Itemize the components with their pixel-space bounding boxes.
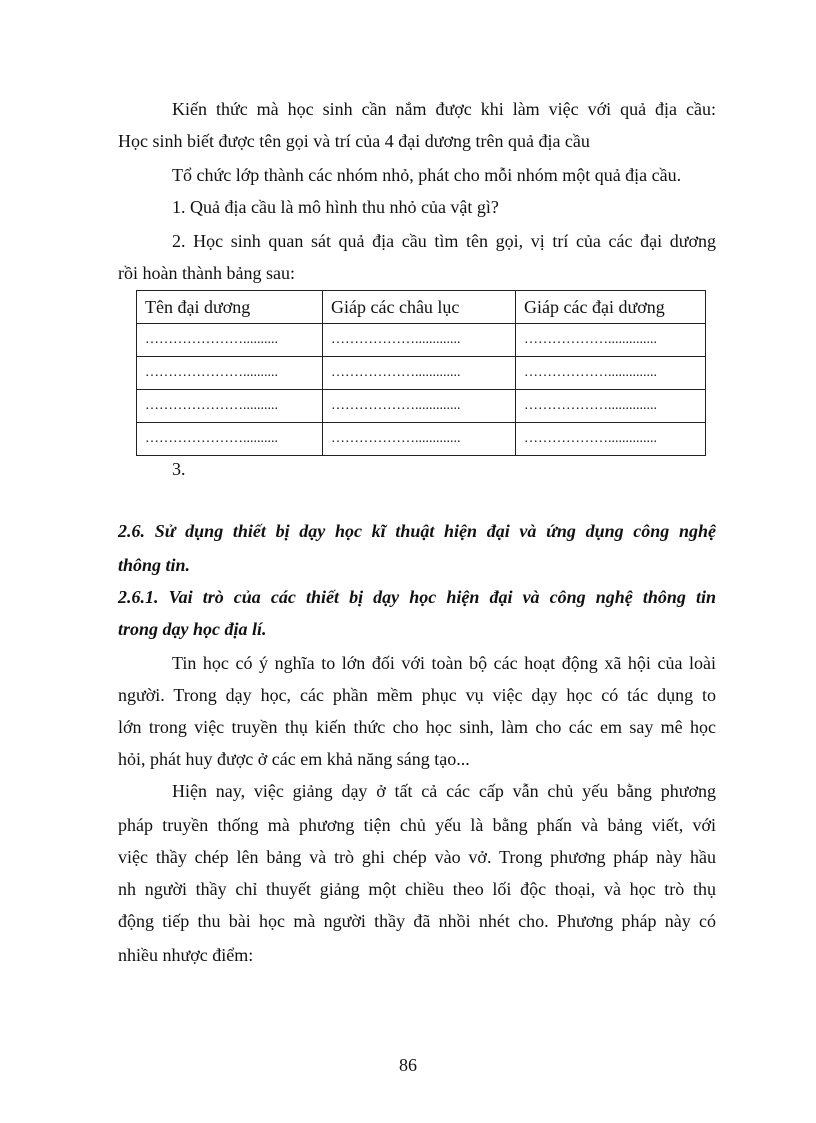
body-paragraph-2-line: nhiều nhược điểm:	[118, 945, 254, 965]
table-cell: ……………….............	[323, 324, 516, 357]
body-paragraph-2-line: việc thầy chép lên bảng và trò ghi chép vào vở. Trong phương pháp này hầu	[118, 847, 716, 867]
table-cell: …………………..........	[137, 390, 323, 423]
table-cell: ………………..............	[516, 357, 706, 390]
question-3: 3.	[172, 459, 186, 479]
body-paragraph-1-line: hỏi, phát huy được ở các em khả năng sáng tạo...	[118, 749, 470, 769]
table-row	[137, 390, 706, 423]
table-row	[137, 357, 706, 390]
table-cell: ……………….............	[323, 390, 516, 423]
body-paragraph-2-line: nh người thầy chỉ thuyết giảng một chiều theo lối độc thoại, và học trò thụ	[118, 879, 716, 899]
intro-paragraph-2: Tổ chức lớp thành các nhóm nhỏ, phát cho mỗi nhóm một quả địa cầu.	[172, 165, 682, 185]
page-number: 86	[399, 1055, 417, 1075]
section-heading-line-1: 2.6. Sử dụng thiết bị dạy học kĩ thuật hiện đại và ứng dụng công nghệ	[118, 521, 716, 541]
table-cell: ………………..............	[516, 324, 706, 357]
table-header-cell: Giáp các châu lục	[323, 291, 516, 324]
table-cell: ……………….............	[323, 357, 516, 390]
body-paragraph-1-line: Tin học có ý nghĩa to lớn đối với toàn bộ các hoạt động xã hội của loài	[172, 653, 716, 673]
question-1: 1. Quả địa cầu là mô hình thu nhỏ của vật gì?	[172, 197, 499, 217]
body-paragraph-1-line: lớn trong việc truyền thụ kiến thức cho học sinh, làm cho các em say mê học	[118, 717, 716, 737]
section-heading-line-2: thông tin.	[118, 555, 191, 575]
table-header-row	[137, 291, 706, 324]
question-2-line-2: rồi hoàn thành bảng sau:	[118, 263, 295, 283]
subsection-heading-line-1: 2.6.1. Vai trò của các thiết bị dạy học hiện đại và công nghệ thông tin	[118, 587, 716, 607]
table-cell: …………………..........	[137, 324, 323, 357]
question-2-line-1: 2. Học sinh quan sát quả địa cầu tìm tên gọi, vị trí của các đại dương	[172, 231, 716, 251]
table-cell: ……………….............	[323, 423, 516, 456]
intro-paragraph-line-1: Kiến thức mà học sinh cần nắm được khi làm việc với quả địa cầu:	[172, 99, 716, 119]
table-row	[137, 324, 706, 357]
body-paragraph-1-line: người. Trong dạy học, các phần mềm phục vụ việc dạy học có tác dụng to	[118, 685, 716, 705]
subsection-heading-line-2: trong dạy học địa lí.	[118, 619, 267, 639]
table-cell: …………………..........	[137, 357, 323, 390]
intro-paragraph-line-2: Học sinh biết được tên gọi và trí của 4 đại dương trên quả địa cầu	[118, 131, 590, 151]
table-header-cell: Giáp các đại dương	[516, 291, 706, 324]
table-cell: ………………..............	[516, 390, 706, 423]
table-cell: …………………..........	[137, 423, 323, 456]
body-paragraph-2-line: động tiếp thu bài học mà người thầy đã nhồi nhét cho. Phương pháp này có	[118, 911, 716, 931]
table-row	[137, 423, 706, 456]
table-cell: ………………..............	[516, 423, 706, 456]
table-header-cell: Tên đại dương	[137, 291, 323, 324]
body-paragraph-2-line: pháp truyền thống mà phương tiện chủ yếu là bằng phấn và bảng viết, với	[118, 815, 716, 835]
ocean-table	[136, 290, 706, 456]
body-paragraph-2-line: Hiện nay, việc giảng dạy ở tất cả các cấp vẫn chủ yếu bằng phương	[172, 781, 716, 801]
